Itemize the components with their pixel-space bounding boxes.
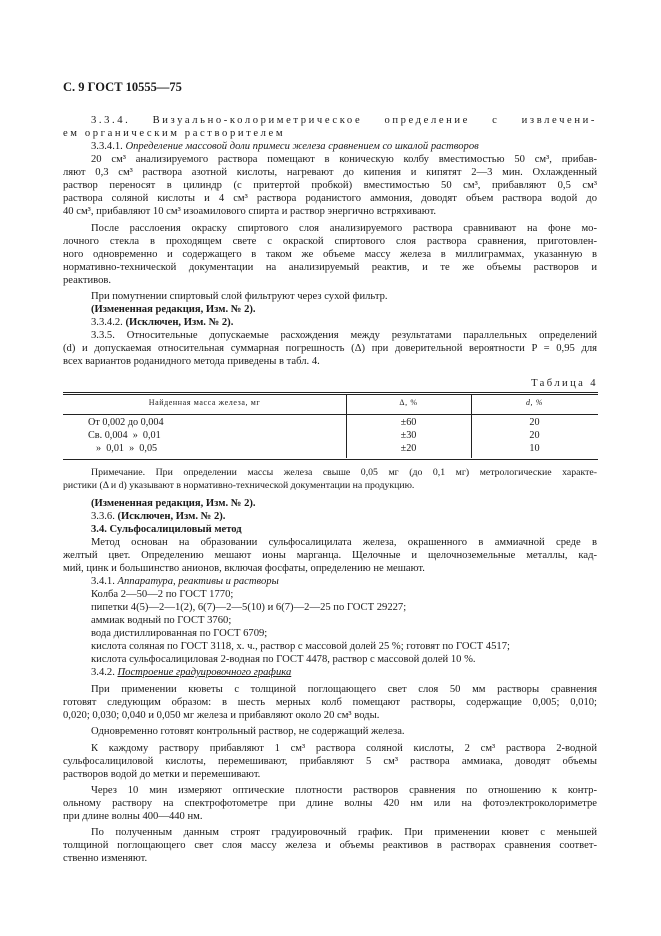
paragraph-line: По полученным данным строят градуировочный график. При применении кювет с меньшей: [91, 827, 597, 838]
table-cell: » 0,01 » 0,05: [96, 443, 158, 454]
paragraph-line: сульфосалициловой кислоты, перемешивают, прибавляют 5 см³ раствора аммиака, доводят объемы: [63, 756, 597, 767]
materials-item: Колба 2—50—2 по ГОСТ 1770;: [91, 589, 234, 600]
paragraph-line: готовят следующим образом: в шесть мерных колб помещают растворы, содержащие 0,005; 0,010;: [63, 697, 597, 708]
excluded-note: (Исключен, Изм. № 2).: [125, 317, 234, 328]
paragraph-line: при длине волны 400—440 нм.: [63, 811, 203, 822]
table-bottom-rule: [63, 459, 598, 460]
paragraph-line: раствора соляной кислоты и 4 см³ раствора роданистого аммония, доводят объем раствора водой до: [63, 193, 597, 204]
paragraph-line: Одновременно готовят контрольный раствор, не содержащий железа.: [91, 726, 405, 737]
section-3-4-heading: 3.4. Сульфосалициловый метод: [91, 524, 242, 535]
paragraph-line: (d) и допускаемая относительная суммарная погрешность (Δ) при доверительной вероятности P = 0,95 для: [63, 343, 597, 354]
table-top-rule-double: [63, 394, 598, 395]
table-cell: ±30: [400, 430, 417, 441]
section-number: 3.3.6.: [91, 511, 115, 522]
section-number: 3.4.1.: [91, 576, 115, 587]
paragraph-line: лочного стекла в проходящем свете с окраской спиртового слоя раствора сравнения, приготовлен-: [63, 236, 597, 247]
paragraph-line: раствор переносят в цилиндр (с притертой пробкой) вместимостью 50 см³, прибавляют 0,5 см³: [63, 180, 597, 191]
section-3-3-4-title-line-2: ем органическим растворителем: [63, 128, 286, 139]
table-header-mass: Найденная масса железа, мг: [148, 398, 261, 407]
table-header-d: d, %: [525, 398, 544, 407]
materials-item: пипетки 4(5)—2—1(2), 6(7)—2—5(10) и 6(7)—2—25 по ГОСТ 29227;: [91, 602, 407, 613]
table-cell: От 0,002 до 0,004: [88, 417, 164, 428]
section-3-3-6: [91, 510, 225, 523]
paragraph-line: желтый цвет. Определению мешают ионы марганца. Щелочные и щелочноземельные металлы, кад-: [63, 550, 597, 561]
paragraph-line: После расслоения окраску спиртового слоя анализируемого раствора сравнивают на фоне мо-: [91, 223, 597, 234]
table-header-delta: Δ, %: [399, 398, 418, 407]
materials-item: аммиак водный по ГОСТ 3760;: [91, 615, 232, 626]
revision-note: (Измененная редакция, Изм. № 2).: [91, 304, 256, 315]
table-top-rule: [63, 392, 598, 393]
paragraph-line: К каждому раствору прибавляют 1 см³ раствора соляной кислоты, 2 см³ раствора 2-водной: [91, 743, 597, 754]
section-3-4-1-heading: [91, 575, 279, 588]
note-line: Примечание. При определении массы железа свыше 0,05 мг (до 0,1 мг) метрологические характе-: [91, 467, 597, 478]
paragraph-line: мий, цинк и большинство анионов, включая фосфаты, определению не мешают.: [63, 563, 425, 574]
paragraph-line: При помутнении спиртовый слой фильтруют через сухой фильтр.: [91, 291, 388, 302]
table-4: [63, 392, 598, 460]
paragraph-line: При применении кюветы с толщиной поглощающего свет слоя 50 мм растворы сравнения: [91, 684, 597, 695]
table-caption: Таблица 4: [531, 378, 598, 389]
paragraph-line: 3.3.5. Относительные допускаемые расхождения между результатами параллельных определений: [91, 330, 597, 341]
revision-note: (Измененная редакция, Изм. № 2).: [91, 498, 256, 509]
table-cell: 10: [529, 443, 540, 454]
paragraph-line: толщиной поглощающего свет слоя массу железа и объемы реактивов в растворах сравнения соответ-: [63, 840, 597, 851]
paragraph-line: 0,020; 0,030; 0,040 и 0,050 мг железа и прибавляют около 20 см³ воды.: [63, 710, 380, 721]
materials-item: кислота соляная по ГОСТ 3118, х. ч., раствор с массовой долей 25 %; готовят по ГОСТ 4517;: [91, 641, 510, 652]
paragraph-line: ольному раствору на спектрофотометре при длине волны 420 нм или на фотоэлектроколориметре: [63, 798, 597, 809]
table-header-rule: [63, 414, 598, 415]
paragraph-line: ного одновременно и содержащего в таком же объеме массу железа в миллиграммах, указанную в: [63, 249, 597, 260]
paragraph-line: ляют 0,3 см³ раствора азотной кислоты, нагревают до кипения и кипятят 2—3 мин. Охлажденный: [63, 167, 597, 178]
section-title: Построение градуировочного графика: [117, 667, 292, 678]
materials-item: вода дистиллированная по ГОСТ 6709;: [91, 628, 268, 639]
excluded-note: (Исключен, Изм. № 2).: [117, 511, 226, 522]
paragraph-line: нормативно-технической документации на анализируемый реактив, и те же объемы растворов и: [63, 262, 597, 273]
materials-item: кислота сульфосалициловая 2-водная по ГОСТ 4478, раствор с массовой долей 10 %.: [91, 654, 476, 665]
table-cell: ±60: [400, 417, 417, 428]
section-number: 3.3.4.2.: [91, 317, 123, 328]
section-number: 3.4.2.: [91, 667, 115, 678]
paragraph-line: Метод основан на образовании сульфосалицилата железа, окрашенного в аммиачной среде в: [91, 537, 597, 548]
table-cell: 20: [529, 430, 540, 441]
page-header: С. 9 ГОСТ 10555—75: [63, 80, 182, 94]
table-cell: ±20: [400, 443, 417, 454]
section-3-3-4-2: [91, 316, 233, 329]
section-3-3-4-title-line-1: 3.3.4. Визуально-колориметрическое определение с извлечени-: [91, 115, 597, 126]
section-3-3-4-1-heading: [91, 140, 479, 153]
note-line: ристики (Δ и d) указывают в нормативно-технической документации на продукцию.: [63, 480, 415, 491]
paragraph-line: ственно изменяют.: [63, 853, 148, 864]
section-title: Аппаратура, реактивы и растворы: [117, 576, 279, 587]
paragraph-line: Через 10 мин измеряют оптические плотности растворов сравнения по отношению к контр-: [91, 785, 597, 796]
paragraph-line: реактивов.: [63, 275, 112, 286]
paragraph-line: 20 см³ анализируемого раствора помещают в коническую колбу вместимостью 50 см³, прибав-: [91, 154, 597, 165]
paragraph-line: растворов водой до метки и перемешивают.: [63, 769, 261, 780]
section-3-4-2-heading: [91, 666, 291, 679]
table-cell: Св. 0,004 » 0,01: [88, 430, 161, 441]
section-title: Определение массовой доли примеси железа сравнением со шкалой растворов: [125, 141, 479, 152]
paragraph-line: всех вариантов роданидного метода приведены в табл. 4.: [63, 356, 320, 367]
table-cell: 20: [529, 417, 540, 428]
section-number: 3.3.4.1.: [91, 141, 123, 152]
paragraph-line: 40 см³, прибавляют 10 см³ изоамилового спирта и раствор энергично встряхивают.: [63, 206, 437, 217]
